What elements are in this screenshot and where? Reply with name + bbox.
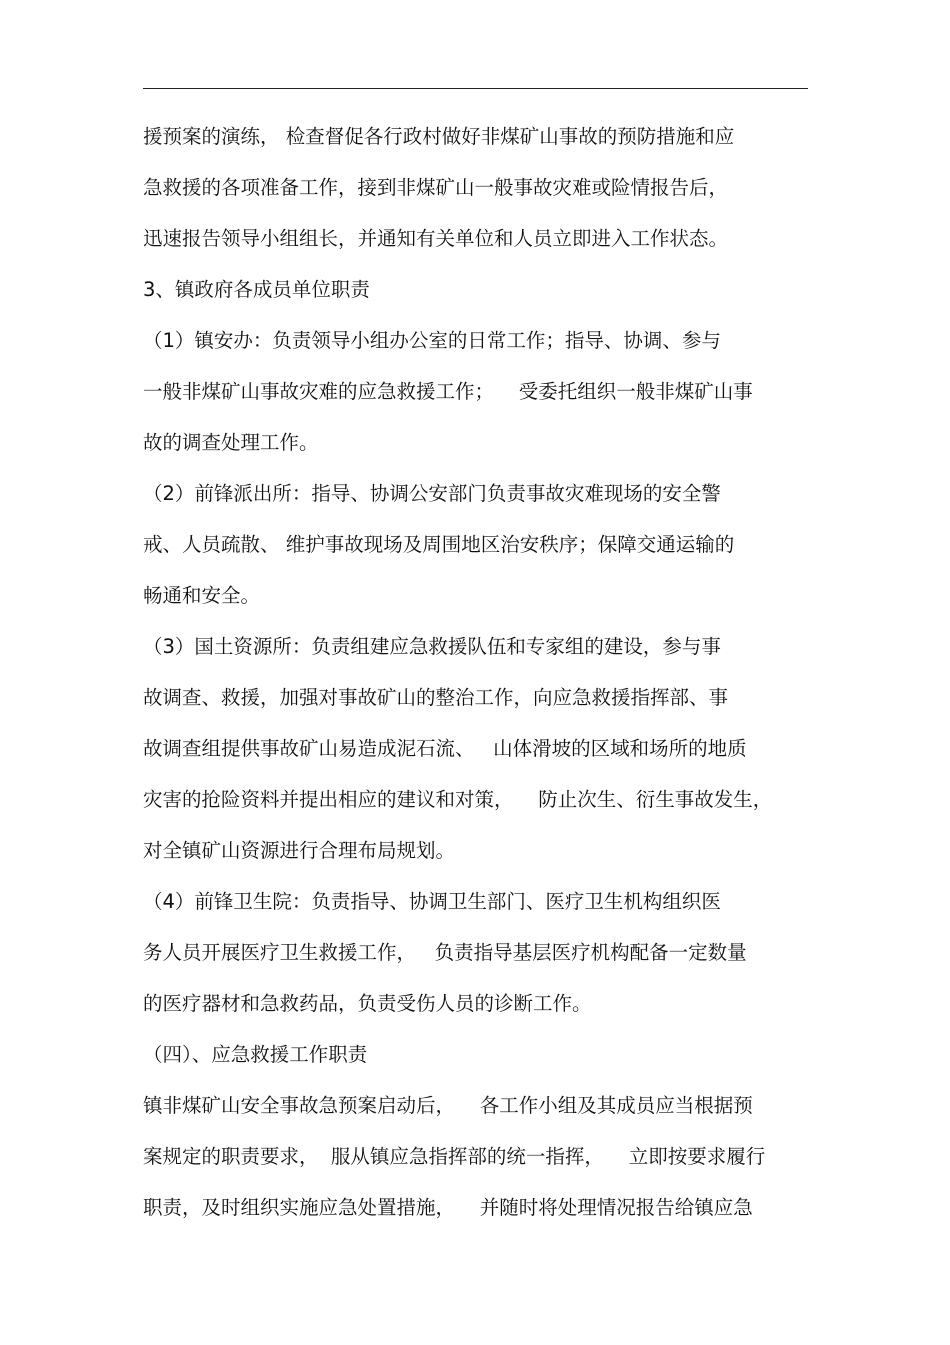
paragraph-line: 一般非煤矿山事故灾难的应急救援工作； 受委托组织一般非煤矿山事 <box>143 380 753 403</box>
paragraph-line: 镇非煤矿山安全事故急预案启动后， 各工作小组及其成员应当根据预 <box>143 1094 753 1117</box>
paragraph-line: 职责，及时组织实施应急处置措施， 并随时将处理情况报告给镇应急 <box>143 1196 753 1219</box>
paragraph-line: 案规定的职责要求， 服从镇应急指挥部的统一指挥， 立即按要求履行 <box>143 1145 766 1168</box>
header-rule <box>143 88 808 89</box>
paragraph-line: （3）国土资源所：负责组建应急救援队伍和专家组的建设，参与事 <box>143 635 721 658</box>
paragraph-line: 援预案的演练， 检查督促各行政村做好非煤矿山事故的预防措施和应 <box>143 125 735 148</box>
paragraph-line: 故调查、救援，加强对事故矿山的整治工作，向应急救援指挥部、事 <box>143 686 729 709</box>
paragraph-line: （4）前锋卫生院：负责指导、协调卫生部门、医疗卫生机构组织医 <box>143 890 721 913</box>
paragraph-line: 对全镇矿山资源进行合理布局规划。 <box>143 839 456 862</box>
paragraph-line: 急救援的各项准备工作，接到非煤矿山一般事故灾难或险情报告后， <box>143 176 729 199</box>
section-heading: （四）、应急救援工作职责 <box>143 1043 368 1066</box>
paragraph-line: 迅速报告领导小组组长，并通知有关单位和人员立即进入工作状态。 <box>143 227 729 250</box>
paragraph-line: 故调查组提供事故矿山易造成泥石流、 山体滑坡的区域和场所的地质 <box>143 737 747 760</box>
paragraph-line: 务人员开展医疗卫生救援工作， 负责指导基层医疗机构配备一定数量 <box>143 941 747 964</box>
paragraph-line: （1）镇安办：负责领导小组办公室的日常工作；指导、协调、参与 <box>143 329 721 352</box>
paragraph-line: 的医疗器材和急救药品，负责受伤人员的诊断工作。 <box>143 992 592 1015</box>
paragraph-line: 灾害的抢险资料并提出相应的建议和对策， 防止次生、衍生事故发生， <box>143 788 773 811</box>
paragraph-line: （2）前锋派出所：指导、协调公安部门负责事故灾难现场的安全警 <box>143 482 721 505</box>
paragraph-line: 故的调查处理工作。 <box>143 431 319 454</box>
paragraph-line: 畅通和安全。 <box>143 584 261 607</box>
section-heading: 3、镇政府各成员单位职责 <box>143 278 370 301</box>
paragraph-line: 戒、人员疏散、 维护事故现场及周围地区治安秩序；保障交通运输的 <box>143 533 735 556</box>
